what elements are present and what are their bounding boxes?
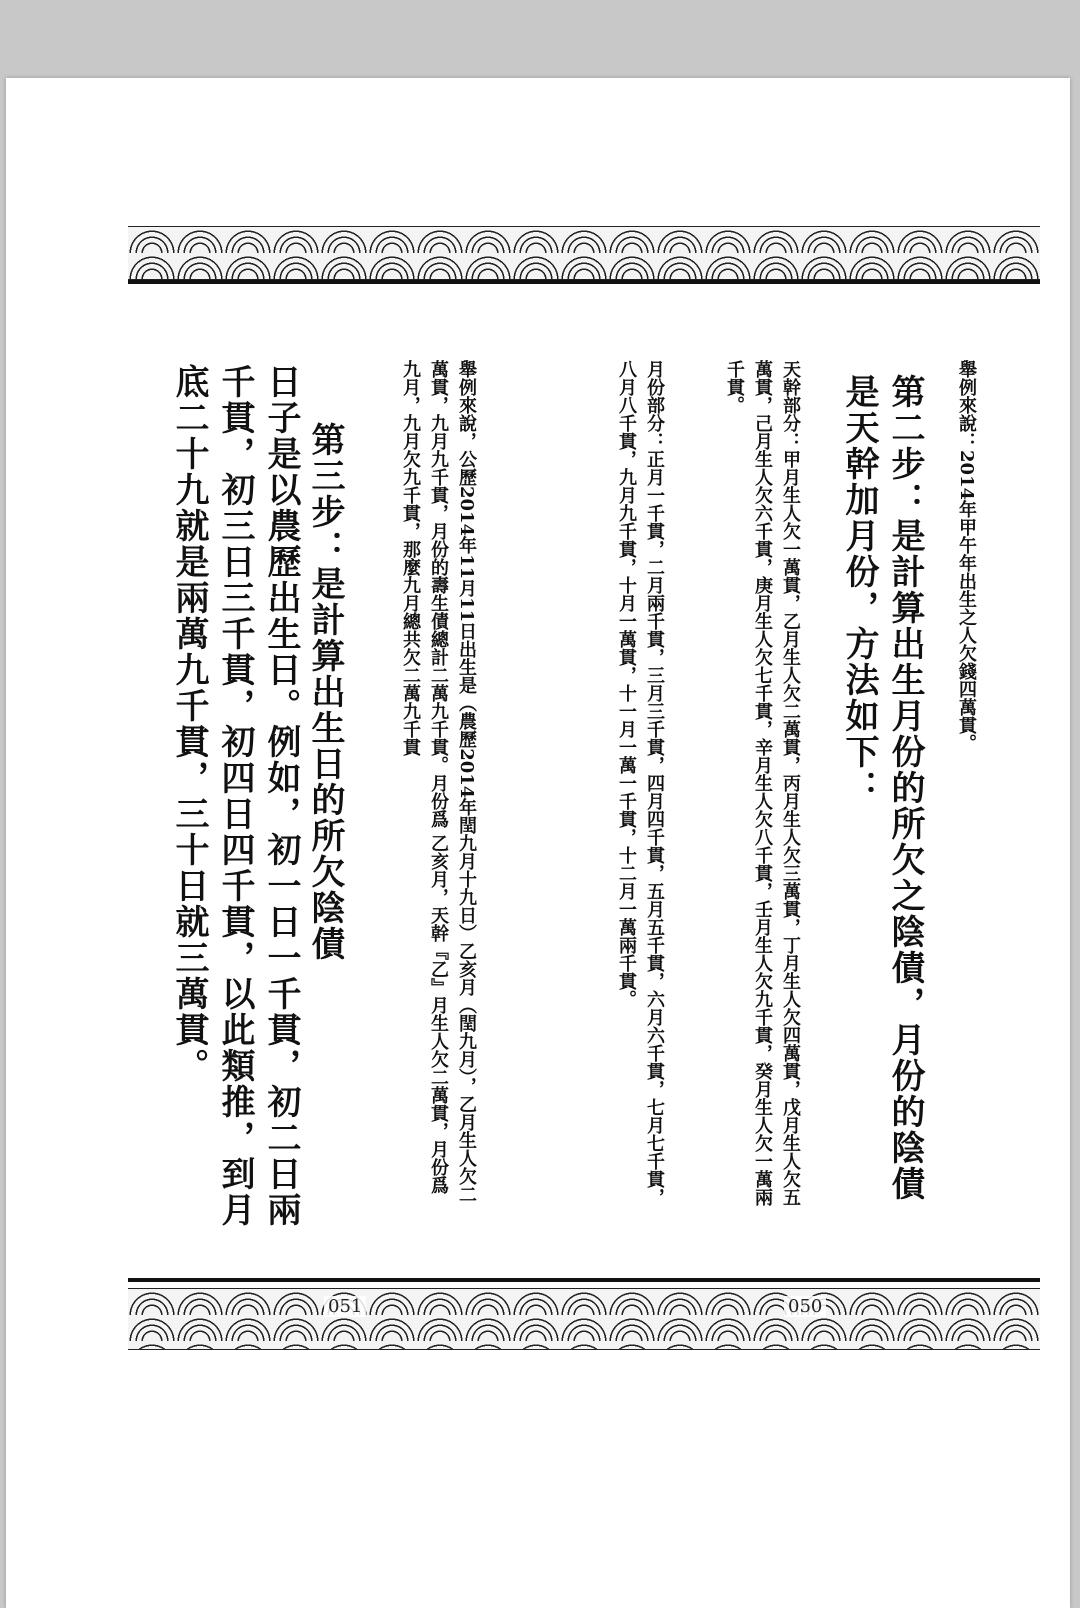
page-number-right: 050: [784, 1296, 826, 1317]
top-example-text: 2014年甲午年出生之人欠錢四萬貫。: [956, 450, 977, 753]
step-three-heading-text: 第三步：是計算出生日的所欠陰債: [305, 422, 345, 962]
bottom-rule-line: [128, 1278, 1040, 1282]
top-wave-border: [128, 226, 1040, 280]
month-text: 正月一千貫，二月兩千貫，三月三千貫，四月四千貫，五月五千貫，六月六千貫，七月七千貫，八月八千貫，九月九千貫，十月一萬貫，十一月一萬一千貫，十二月一萬兩千貫。: [616, 360, 665, 1206]
step-three-body-text: 日子是以農歷出生日。例如，初一日一千貫，初二日兩千貫，初三日三千貫，初四日四千貫，以此類推，到月底二十九就是兩萬九千貫，三十日就三萬貫。: [169, 364, 301, 1228]
step-two-heading: [836, 374, 928, 1224]
step-three-heading: [302, 422, 348, 982]
top-rule-line: [128, 280, 1040, 284]
page-number-left: 051: [324, 1296, 366, 1317]
second-example-label: 舉例來說，: [456, 360, 477, 450]
month-label: 月份部分：: [644, 360, 665, 450]
bottom-wave-border: [128, 1288, 1040, 1350]
month-section: [612, 360, 668, 1210]
heavenly-stem-section: [720, 360, 804, 1210]
top-example-label: 舉例來說：: [956, 360, 977, 450]
second-example-text: 公歷2014年11月11日出生是（農歷2014年閏九月十九日）乙亥月（閏九月），乙月生人欠二萬貫，九月九千貫，月份的壽生債總計二萬九千貫。月份爲 乙亥月，天幹『乙』月生人欠二萬貫，月份爲九月，九月欠九千貫，那麼九月總共欠二萬九千貫: [400, 360, 477, 1204]
step-three-body: [166, 364, 304, 1244]
second-example-block: [396, 360, 480, 1210]
scanned-book-spread: [6, 78, 1070, 1608]
top-example-column: [952, 360, 980, 1210]
heavenly-stem-label: 天幹部分：: [780, 360, 801, 450]
heavenly-stem-text: 甲月生人欠一萬貫，乙月生人欠二萬貫，丙月生人欠三萬貫，丁月生人欠四萬貫，戊月生人欠五萬貫，己月生人欠六千貫，庚月生人欠七千貫，辛月生人欠八千貫，壬月生人欠九千貫，癸月生人欠一萬兩千貫。: [724, 360, 801, 1206]
step-two-text: 第二步：是計算出生月份的所欠之陰債，月份的陰債是天幹加月份，方法如下：: [839, 374, 925, 1202]
